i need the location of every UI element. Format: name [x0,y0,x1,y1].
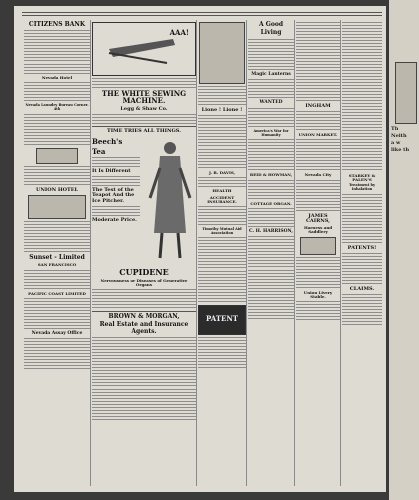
assay-heading: Nevada Assay Office [31,330,83,336]
next-page-text-4: like th [391,147,410,153]
text-block [248,208,294,228]
next-page-text-3: a w [391,140,401,146]
knife-icon [107,35,177,65]
union-hotel-heading: UNION HOTEL [35,186,79,193]
column-3 [198,20,247,486]
figure-illustration [395,62,417,124]
pacific-heading: PACIFIC COAST LIMITED [28,290,86,296]
insurance-heading: ACCIDENT INSURANCE. [207,194,237,204]
patent-heading: PATENT [206,314,238,324]
text-block [248,79,294,99]
next-page-text-1: Th [391,126,399,132]
mutual-heading: Timothy Mutual Aid Association [202,227,242,235]
column-2 [92,20,197,486]
column-1 [24,20,91,486]
text-block [198,337,246,369]
text-block [198,271,246,303]
text-block [92,176,140,186]
harness-heading: Harness and Saddlery [303,225,333,235]
text-block [198,177,246,187]
camera-illustration [199,22,245,84]
text-block [248,39,294,71]
text-block [92,337,196,387]
times-heading: TIME TRIES ALL THINGS. [107,127,181,134]
text-block [342,294,382,326]
text-block [198,149,246,169]
newspaper-page [14,6,386,492]
knife-ad [92,22,196,76]
aaa-heading: AAA! [169,28,189,37]
column-4 [248,20,295,486]
text-block [248,180,294,200]
text-block [24,221,90,253]
cupidene-heading: CUPIDENE [119,267,169,278]
text-block [248,236,294,268]
tea-ad [92,136,196,266]
text-block [342,22,382,172]
sf-heading: SAN FRANCISCO [37,262,77,268]
text-block [24,338,90,370]
text-block [198,206,246,226]
cairns-heading: JAMES CAIRNS, [305,212,331,224]
column-5 [296,20,341,486]
horse-illustration [300,237,336,255]
illustration [36,148,78,164]
nevada-city-heading: Nevada City [304,172,332,178]
text-block [24,298,90,330]
text-block [24,30,90,40]
price-heading: Moderate Price. [92,216,137,223]
brown-heading: BROWN & MORGAN, [108,312,180,320]
tea-figure-illustration [146,138,194,263]
text-block [296,139,340,171]
text-block [92,157,140,167]
text-block [248,108,294,128]
text-block [24,270,90,290]
masthead-rule [22,10,382,18]
text-block [92,389,196,421]
tea-heading: Tea [92,146,106,156]
harrison-heading: C. H. HARRISON, [249,228,293,234]
sunset-heading: Sunset - Limited [29,254,85,262]
text-block [198,237,246,269]
living-heading: Living [260,29,282,37]
wanted-heading: WANTED [259,100,283,106]
teapot-heading: The Test of the Teapot And the Ice Pitcher. [92,187,135,204]
text-block [92,114,196,124]
text-block [198,115,246,147]
stables-heading: Union Livery Stable. [303,289,333,299]
legg-heading: Legg & Shaw Co. [120,105,168,112]
laundry-heading: Nevada Laundry Bureau Corner. 4th [25,103,89,112]
america-heading: America's War for Humanity [253,129,289,137]
table-block [296,22,340,102]
real-estate-heading: Real Estate and Insurance Agents. [99,321,189,335]
text-block [24,114,90,146]
text-block [92,289,196,309]
text-block [296,180,340,212]
good-heading: A Good [258,21,284,28]
sewing-heading: THE WHITE SEWING MACHINE. [101,89,187,106]
hotel-illustration [28,195,86,219]
text-block [198,86,246,106]
ingham-heading: INGHAM [305,103,331,109]
magic-heading: Magic Lanterns [251,71,291,77]
beech-heading: Beech's [92,137,123,147]
text-block [342,194,382,244]
text-block [92,78,196,88]
union-market-heading: UNION MARKET. [298,132,338,138]
text-block [248,139,294,171]
text-block [24,166,90,186]
hotel-heading: Nevada Hotel [41,75,73,81]
text-block [296,257,340,289]
adjacent-page-edge [389,0,419,500]
cottage-heading: COTTAGE ORGAN. [250,200,292,206]
reid-heading: REID & HOWMAN, [249,172,293,178]
bank-heading: CITIZENS BANK [28,21,86,28]
patent-box [198,305,246,335]
davis-heading: J. B. DAVIS, [209,170,235,176]
text-block [248,270,294,320]
treatment-heading: Treatment by Inhalation [348,183,376,192]
different-heading: It Is Different [92,167,131,174]
claims-heading: CLAIMS. [349,285,375,292]
text-block [296,301,340,321]
text-block [24,64,90,74]
text-block [92,206,140,216]
patents-heading: PATENTS! [347,244,377,251]
text-block [24,82,90,102]
text-block [342,253,382,285]
nervous-heading: Nervousness or Diseases of Generative Organs [100,277,188,287]
text-block [296,111,340,131]
text-block [24,42,90,62]
column-6 [342,20,382,486]
health-heading: HEALTH [212,188,232,194]
next-page-text-2: Neith [391,133,407,139]
lione-heading: Lione ! Lione ! [201,107,243,113]
starkey-heading: STARKEY & PALEN'S [348,173,376,183]
